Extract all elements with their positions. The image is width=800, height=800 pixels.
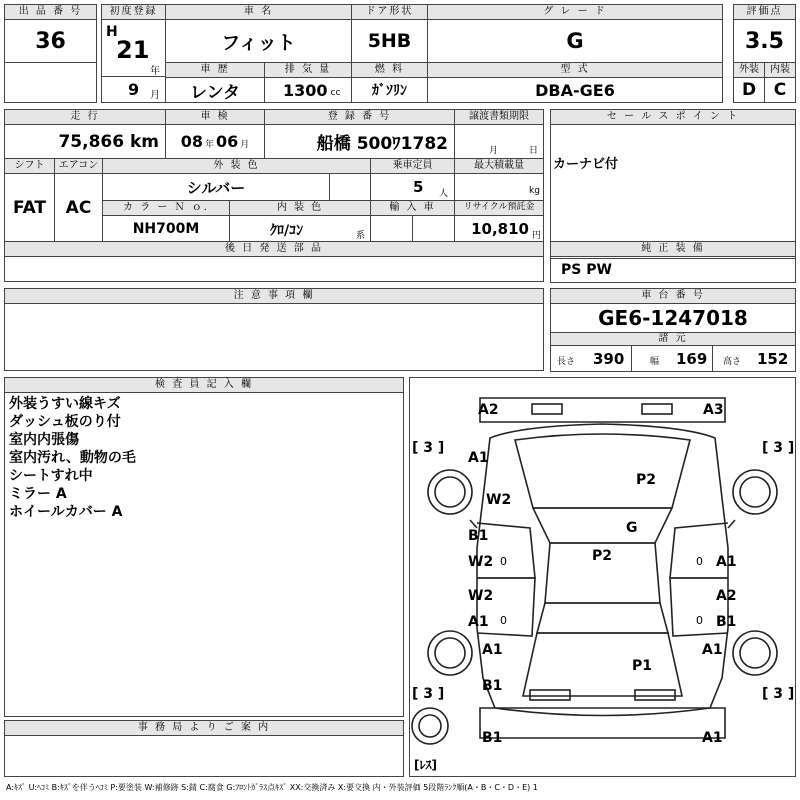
reg-no: 船橋 500ﾜ1782: [264, 124, 455, 159]
mark-a1-rear-left: A1: [482, 642, 503, 658]
door-label: ドア形状: [351, 4, 428, 20]
trunk-shape: [523, 633, 682, 696]
mirror-left: [470, 520, 477, 528]
inspector-note: 室内汚れ、動物の毛: [9, 450, 136, 466]
inspection-year: 08: [180, 132, 203, 151]
inspector-note: 外装うすい線キズ: [9, 396, 121, 412]
exterior-label: 外装: [733, 62, 765, 78]
mark-b1-fl-door: B1: [468, 528, 489, 544]
length: 390: [593, 350, 625, 368]
shift: FAT: [4, 173, 55, 242]
ac: AC: [54, 173, 103, 242]
front-light-right: [642, 404, 672, 414]
lot-no-label: 出 品 番 号: [4, 4, 97, 20]
max-load-box: [454, 173, 544, 201]
inspector-note: ダッシュ板のり付: [9, 414, 121, 430]
mark-b1-bumper: B1: [482, 730, 503, 746]
month-unit: 月: [150, 90, 160, 101]
mark-b1-rear-left: B1: [482, 678, 503, 694]
recycle-unit: 円: [532, 231, 542, 241]
max-load-label: 最大積載量: [454, 158, 544, 174]
front-light-left: [532, 404, 562, 414]
transfer-box: [454, 124, 544, 159]
spare-tire-inner: [419, 715, 441, 737]
mark-zero-left-rear: 0: [500, 614, 507, 627]
first-reg-month: 9: [128, 80, 140, 99]
transfer-month-unit: 月: [489, 146, 499, 156]
history-label: 車 歴: [165, 62, 265, 78]
sales-point-label: セ ー ル ス ポ イ ン ト: [550, 109, 796, 125]
height-label: 高さ: [723, 357, 742, 367]
insp-year-unit: 年: [204, 140, 214, 150]
mark-p1-trunk: P1: [632, 658, 653, 674]
history: レンタ: [165, 77, 265, 103]
inspector-note: ミラー A: [9, 486, 67, 502]
score-label: 評価点: [733, 4, 796, 20]
wheel-rr-inner: [740, 638, 770, 668]
fuel: ｶﾞｿﾘﾝ: [351, 77, 428, 103]
mark-b1-rr-door: B1: [716, 614, 737, 630]
grade: G: [427, 19, 723, 63]
insp-month-unit: 月: [240, 140, 250, 150]
reg-no-label: 登 録 番 号: [264, 109, 455, 125]
chassis-label: 車 台 番 号: [550, 288, 796, 304]
capacity-unit: 人: [439, 189, 449, 199]
year-unit: 年: [150, 66, 160, 77]
rear-window-shape: [537, 603, 668, 633]
mark-p2-roof: P2: [592, 548, 613, 564]
grade-label: グ レ ー ド: [427, 4, 723, 20]
office-box: [4, 735, 404, 777]
model: DBA-GE6: [427, 77, 723, 103]
specs-label: 諸 元: [550, 332, 796, 346]
hood-shape: [515, 434, 690, 508]
mark-a1-front-left: A1: [468, 450, 489, 466]
mark-zero-left-front: 0: [500, 555, 507, 568]
fuel-label: 燃 料: [351, 62, 428, 78]
transfer-label: 譲渡書類期限: [454, 109, 544, 125]
legend: A:ｷｽﾞ U:ﾍｺﾐ B:ｷｽﾞを伴うﾍｺﾐ P:要塗装 W:補修跡 S:錆 C:腐食 G:ﾌﾛﾝﾄｶﾞﾗｽ点ｷｽﾞ XX:交換済み X:要交換 内・外装評価 5段階ﾗﾝｸ順(A・B・C・D・E) 1: [6, 783, 538, 792]
genuine-label: 純 正 装 備: [550, 241, 796, 257]
displacement-box: [264, 77, 352, 103]
inspector-note: シートすれ中: [9, 468, 93, 484]
inspector-note: ホイールカバー A: [9, 504, 123, 520]
length-label: 長さ: [557, 357, 576, 367]
first-reg-label: 初度登録: [101, 4, 166, 20]
int-color: ｸﾛ/ｺﾝ: [270, 223, 304, 239]
wheel-fl-inner: [435, 477, 465, 507]
first-reg-year-box: [101, 19, 166, 77]
interior-label: 内装: [764, 62, 796, 78]
door-type: 5HB: [351, 19, 428, 63]
inspector-note: 室内内張傷: [9, 432, 79, 448]
notes-box: [4, 303, 544, 371]
office-label: 事 務 局 よ り ご 案 内: [4, 720, 404, 736]
mark-a1-rl-door: A1: [468, 614, 489, 630]
ext-color-label: 外 装 色: [102, 158, 371, 174]
length-box: [550, 345, 632, 372]
sales-point: カーナビ付: [553, 157, 619, 172]
int-color-label: 内 装 色: [229, 200, 371, 216]
mark-g-glass: G: [626, 520, 638, 536]
score: 3.5: [733, 19, 796, 63]
lot-no: 36: [4, 19, 97, 63]
capacity-label: 乗車定員: [370, 158, 455, 174]
color-no-label: カ ラ ー Ｎ ｏ.: [102, 200, 230, 216]
recycle-box: [454, 215, 544, 242]
capacity-box: [370, 173, 455, 201]
rear-bumper-shape: [480, 708, 725, 738]
mark-w2-front-left: W2: [486, 492, 512, 508]
exterior-score: D: [733, 77, 765, 103]
wheel-fr-inner: [740, 477, 770, 507]
mark-spare-less: [ﾚｽ]: [414, 758, 437, 772]
later-parts-label: 後 日 発 送 部 品: [4, 241, 544, 257]
shift-label: シフト: [4, 158, 55, 174]
width-label: 幅: [650, 357, 660, 367]
rear-light-left: [530, 690, 570, 700]
inspector-notes-box: [4, 392, 404, 717]
ac-label: エアコン: [54, 158, 103, 174]
inspector-label: 検 査 員 記 入 欄: [4, 377, 404, 393]
first-reg-year: 21: [116, 36, 150, 64]
int-color-box: [229, 215, 371, 242]
mark-tire-fr: [ 3 ]: [762, 440, 795, 456]
later-parts-box: [4, 256, 544, 282]
ext-color: シルバー: [102, 173, 330, 201]
rear-light-right: [635, 690, 675, 700]
windshield-shape: [533, 508, 672, 543]
import-no: [412, 215, 455, 242]
mark-p2-hood: P2: [636, 472, 657, 488]
mark-a2-rr-door: A2: [716, 588, 737, 604]
mileage: 75,866 km: [4, 124, 166, 159]
car-name: フィット: [165, 19, 352, 63]
car-diagram-frame: [409, 377, 796, 777]
int-color-unit: 系: [356, 231, 366, 241]
interior-score: C: [764, 77, 796, 103]
mark-w2-rl-door: W2: [468, 588, 494, 604]
sales-point-box: [550, 124, 796, 259]
mark-zero-right-front: 0: [696, 555, 703, 568]
mark-tire-rr: [ 3 ]: [762, 686, 795, 702]
width: 169: [676, 350, 708, 368]
inspection-month: 06: [216, 132, 239, 151]
first-reg-month-box: [101, 76, 166, 103]
recycle-label: リサイクル預託金: [454, 200, 544, 216]
mirror-right: [728, 520, 735, 528]
displacement: 1300: [283, 80, 328, 100]
era: H: [106, 24, 118, 40]
recycle-fee: 10,810: [471, 219, 529, 238]
model-label: 型 式: [427, 62, 723, 78]
genuine-equipment: PS PW: [550, 256, 796, 283]
mark-a1-bumper: A1: [702, 730, 723, 746]
mark-zero-right-rear: 0: [696, 614, 703, 627]
mark-a3: A3: [703, 402, 724, 418]
mark-a2: A2: [478, 402, 499, 418]
transfer-day-unit: 日: [529, 146, 539, 156]
notes-label: 注 意 事 項 欄: [4, 288, 544, 304]
front-bumper-shape: [480, 398, 725, 422]
spare-tire: [412, 708, 448, 744]
mark-w2-fl-door: W2: [468, 554, 494, 570]
car-name-label: 車 名: [165, 4, 352, 20]
displacement-unit: cc: [330, 88, 341, 98]
ext-color-extra: [329, 173, 371, 201]
car-diagram: [410, 378, 795, 776]
displacement-label: 排 気 量: [264, 62, 352, 78]
lot-blank: [4, 62, 97, 103]
height: 152: [757, 350, 789, 368]
import-label: 輸 入 車: [370, 200, 455, 216]
mark-tire-fl: [ 3 ]: [412, 440, 445, 456]
max-load-unit: kg: [529, 186, 540, 196]
mark-a1-rear-right: A1: [702, 642, 723, 658]
chassis-no: GE6-1247018: [550, 303, 796, 333]
wheel-rl-inner: [435, 638, 465, 668]
mileage-label: 走 行: [4, 109, 166, 125]
mark-tire-rl: [ 3 ]: [412, 686, 445, 702]
capacity: 5: [413, 178, 424, 196]
import-yes: [370, 215, 413, 242]
width-box: [631, 345, 713, 372]
inspection-label: 車 検: [165, 109, 265, 125]
inspection-box: [165, 124, 265, 159]
height-box: [712, 345, 796, 372]
body-outline: [477, 424, 728, 716]
mark-a1-fr-door: A1: [716, 554, 737, 570]
color-no: NH700M: [102, 215, 230, 242]
